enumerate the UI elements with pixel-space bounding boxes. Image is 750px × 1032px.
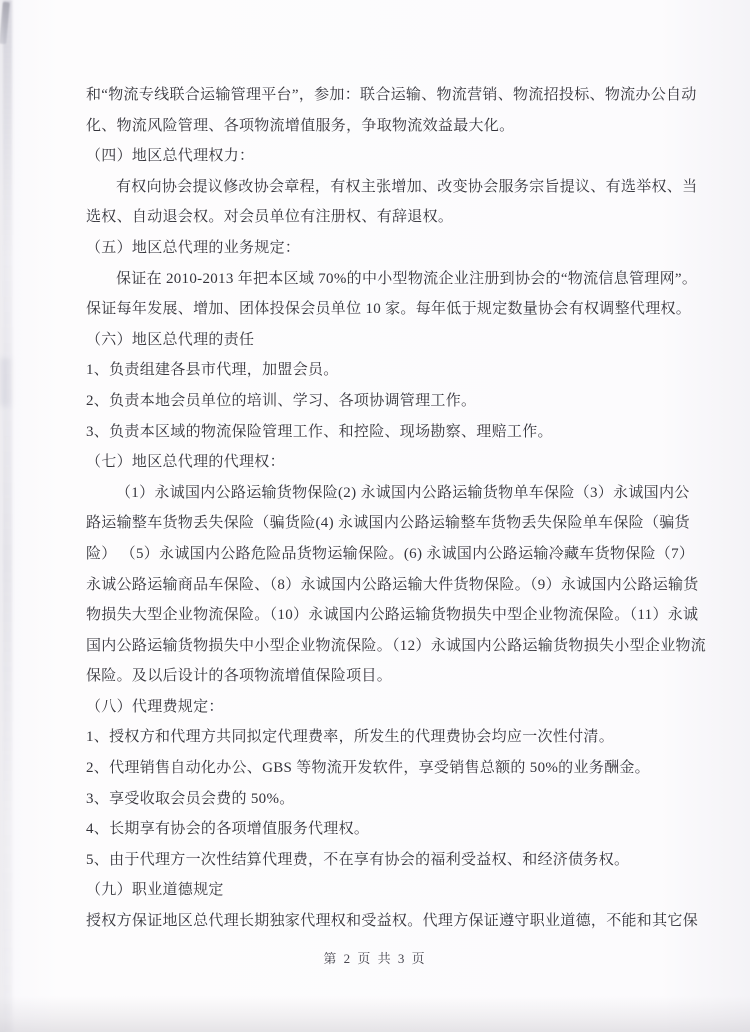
body-text-line: 国内公路运输货物损失中小型企业物流保险。（12）永诚国内公路运输货物损失小型企业物流 (86, 637, 707, 654)
list-item-line: 5、由于代理方一次性结算代理费，不在享有协会的福利受益权、和经济债务权。 (86, 851, 630, 868)
section-heading-line: （七）地区总代理的代理权： (86, 454, 285, 471)
list-item-line: 1、负责组建各县市代理，加盟会员。 (86, 362, 339, 379)
body-text-line: 和“物流专线联合运输管理平台”，参加：联合运输、物流营销、物流招投标、物流办公自动 (86, 87, 697, 103)
list-item-line: 2、代理销售自动化办公、GBS 等物流开发软件，享受销售总额的 50%的业务酬金。 (86, 760, 650, 777)
body-text-line: 物损失大型企业物流保险。（10）永诚国内公路运输货物损失中型企业物流保险。（11）永诚 (86, 607, 699, 624)
list-item-line: 1、授权方和代理方共同拟定代理费率，所发生的代理费协会均应一次性付清。 (86, 729, 615, 746)
body-text-line: 永诚公路运输商品车保险、（8）永诚国内公路运输大件货物保险。（9）永诚国内公路运输货 (86, 576, 699, 593)
list-item-line: 4、长期享有协会的各项增值服务代理权。 (86, 821, 370, 838)
list-item-line: 3、享受收取会员会费的 50%。 (86, 790, 295, 807)
body-text-line: 化、物流风险管理、各项物流增值服务，争取物流效益最大化。 (86, 117, 515, 134)
section-heading-line: （六）地区总代理的责任 (86, 331, 255, 348)
body-text-line: 选权、自动退会权。对会员单位有注册权、有辞退权。 (86, 209, 454, 226)
list-item-line: 3、负责本区域的物流保险管理工作、和控险、现场勘察、理赔工作。 (86, 423, 553, 440)
page-number-footer: 第 2 页 共 3 页 (323, 951, 427, 966)
body-text-line: 保险。及以后设计的各项物流增值保险项目。 (86, 668, 393, 685)
body-text-line: 险） （5）永诚国内公路危险品货物运输保险。(6) 永诚国内公路运输冷藏车货物保险（7） (86, 545, 695, 562)
section-heading-line: （八）代理费规定： (86, 698, 224, 715)
document-body (86, 80, 708, 937)
section-heading-line: （九）职业道德规定 (86, 882, 224, 899)
list-item-line: 2、负责本地会员单位的培训、学习、各项协调管理工作。 (86, 392, 477, 409)
scan-smudge (0, 358, 10, 406)
body-text-line: 路运输整车货物丢失保险（骗货险(4) 永诚国内公路运输整车货物丢失保险单车保险（骗货 (86, 515, 690, 532)
body-text-line: 保证每年发展、增加、团体投保会员单位 10 家。每年低于规定数量协会有权调整代理权。 (86, 301, 692, 318)
body-text-line: （1）永诚国内公路运输货物保险(2) 永诚国内公路运输货物单车保险（3）永诚国内公 (116, 484, 690, 501)
section-heading-line: （五）地区总代理的业务规定： (86, 239, 301, 256)
body-text-line: 授权方保证地区总代理长期独家代理权和受益权。代理方保证遵守职业道德，不能和其它保 (86, 913, 699, 930)
body-text-line: 有权向协会提议修改协会章程，有权主张增加、改变协会服务宗旨提议、有选举权、当 (116, 178, 698, 195)
scan-edge-streak (3, 0, 12, 1032)
section-heading-line: （四）地区总代理权力： (86, 148, 255, 165)
body-text-line: 保证在 2010-2013 年把本区域 70%的中小型物流企业注册到协会的“物流信息管理网”。 (116, 270, 698, 287)
scan-bottom-shadow (0, 996, 750, 1032)
